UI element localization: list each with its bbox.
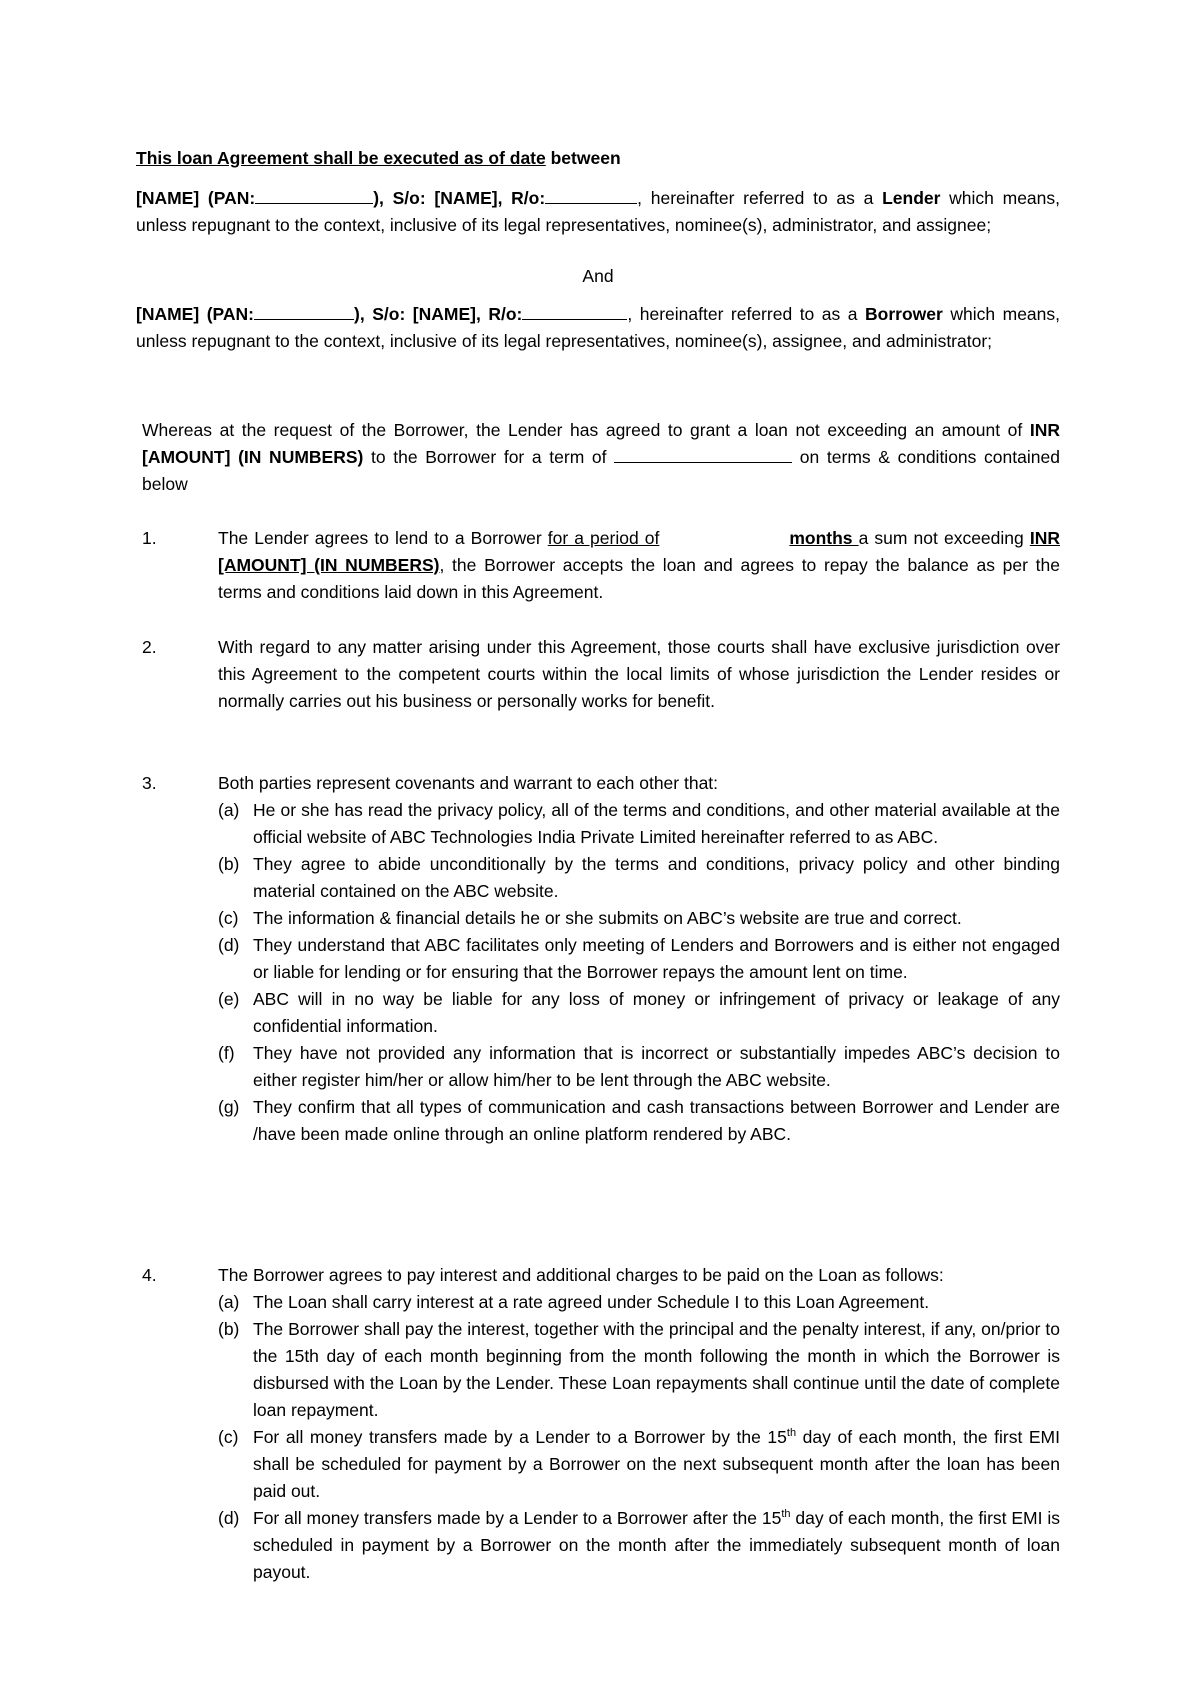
whereas-text-2: to the Borrower for a term of [371,447,607,467]
borrower-address-blank [522,302,627,320]
heading-rest: between [545,148,621,168]
clause-3-item-d [218,932,1060,986]
item-text: The Borrower shall pay the interest, together with the principal and the penalty interest, if any, on/prior to the 15th day of each month beginning from the month following the month in which the Borrower is disbursed with the Loan by the Lender. These Loan repayments shall continue until the date of complete loan repayment. [253,1319,1060,1420]
borrower-so-label: ), S/o: [NAME], R/o: [354,304,523,324]
clause-3-intro: Both parties represent covenants and warrant to each other that: [218,773,719,793]
item-text-pre: For all money transfers made by a Lender to a Borrower by the 15 [253,1427,787,1447]
item-label: (b) [218,854,240,874]
clause-number: 4. [142,1265,157,1285]
agreement-heading [136,145,621,172]
item-text-pre: For all money transfers made by a Lender to a Borrower after the 15 [253,1508,782,1528]
borrower-referred-text: , hereinafter referred to as a [627,304,858,324]
and-text: And [582,266,614,286]
clause-1-part3: , the Borrower accepts the loan and agrees to repay the balance as per the terms and conditions laid down in this Agreement. [218,555,1060,602]
item-text [253,1505,1060,1586]
lender-role: Lender [882,188,941,208]
item-text: He or she has read the privacy policy, all of the terms and conditions, and other material available at the official website of ABC Technologies India Private Limited hereinafter referred to as ABC. [253,800,1060,847]
borrower-name: [NAME] [136,304,200,324]
clause-1-amount: INR [AMOUNT] (IN NUMBERS) [218,528,1060,575]
borrower-pan-blank [254,302,354,320]
clause-number: 3. [142,773,157,793]
whereas-text-3: on terms & conditions contained below [142,447,1060,494]
clause-1 [142,525,1060,606]
ordinal-suffix: th [786,1427,797,1440]
clause-3-item-b [218,851,1060,905]
item-label: (c) [218,1427,239,1447]
item-label: (c) [218,908,239,928]
borrower-pan-label: (PAN: [206,304,255,324]
lender-name: [NAME] [136,188,200,208]
period-phrase [548,528,859,548]
period-label: for a period of [547,528,660,548]
clause-4 [142,1262,1060,1586]
term-blank [614,445,792,463]
ordinal-suffix: th [781,1508,791,1521]
clause-4-item-d [218,1505,1060,1586]
months-label: months [789,528,853,548]
item-label: (g) [218,1097,240,1117]
item-text: The Loan shall carry interest at a rate agreed under Schedule I to this Loan Agreement. [253,1292,930,1312]
clause-3-item-e [218,986,1060,1040]
clause-number: 1. [142,528,157,548]
lender-referred-text: , hereinafter referred to as a [637,188,874,208]
borrower-role: Borrower [865,304,943,324]
item-label: (d) [218,1508,240,1528]
item-text: They confirm that all types of communication and cash transactions between Borrower and Lender are /have been made online through an online platform rendered by ABC. [253,1097,1060,1144]
item-text: They have not provided any information that is incorrect or substantially impedes ABC’s decision to either register him/her or allow him/her to be lent through the ABC website. [253,1043,1060,1090]
clause-4-intro: The Borrower agrees to pay interest and additional charges to be paid on the Loan as follows: [218,1265,944,1285]
item-text-post: day of each month, the first EMI is scheduled in payment by a Borrower on the month after the immediately subsequent month of loan payout. [253,1508,1060,1582]
item-label: (a) [218,1292,240,1312]
clause-number: 2. [142,637,157,657]
clause-2 [142,634,1060,715]
whereas-paragraph [142,417,1060,498]
clause-4-item-a [218,1289,1060,1316]
lender-pan-label: (PAN: [207,188,256,208]
clause-3-item-g [218,1094,1060,1148]
lender-definition: which means, unless repugnant to the context, inclusive of its legal representatives, nominee(s), administrator, and assignee; [136,188,1060,235]
clause-2-text: With regard to any matter arising under this Agreement, those courts shall have exclusive jurisdiction over this Agreement to the competent courts within the local limits of whose jurisdiction the Lender resides or normally carries out his business or personally works for benefit. [218,637,1060,711]
item-text [253,1424,1060,1505]
clause-3 [142,770,1060,1148]
item-label: (d) [218,935,240,955]
item-text-post: day of each month, the first EMI shall be scheduled for payment by a Borrower on the next subsequent month after the loan has been paid out. [253,1427,1060,1501]
clause-1-text [218,525,1060,606]
lender-pan-blank [255,186,373,204]
lender-so-label: ), S/o: [NAME], R/o: [373,188,546,208]
borrower-party-paragraph [136,301,1060,355]
clause-3-item-a [218,797,1060,851]
clause-4-item-c [218,1424,1060,1505]
item-label: (f) [218,1043,235,1063]
item-label: (a) [218,800,240,820]
clause-1-part1: The Lender agrees to lend to a Borrower [218,528,542,548]
whereas-text-1: Whereas at the request of the Borrower, the Lender has agreed to grant a loan not exceeding an amount of [142,420,1023,440]
lender-address-blank [545,186,637,204]
item-label: (b) [218,1319,240,1339]
lender-party-paragraph [136,185,1060,239]
borrower-definition: which means, unless repugnant to the context, inclusive of its legal representatives, nominee(s), assignee, and administrator; [136,304,1060,351]
item-text: They agree to abide unconditionally by the terms and conditions, privacy policy and other binding material contained on the ABC website. [253,854,1060,901]
clause-3-item-c [218,905,1060,932]
item-text: They understand that ABC facilitates only meeting of Lenders and Borrowers and is either not engaged or liable for lending or for ensuring that the Borrower repays the amount lent on time. [253,935,1060,982]
item-text: The information & financial details he or she submits on ABC’s website are true and correct. [253,908,962,928]
clause-4-item-b [218,1316,1060,1424]
whereas-amount: INR [AMOUNT] (IN NUMBERS) [142,420,1060,467]
clause-1-part2: a sum not exceeding [858,528,1024,548]
heading-underlined: This loan Agreement shall be executed as of date [136,148,546,168]
item-label: (e) [218,989,240,1009]
item-text: ABC will in no way be liable for any loss of money or infringement of privacy or leakage of any confidential information. [253,989,1060,1036]
clause-3-item-f [218,1040,1060,1094]
